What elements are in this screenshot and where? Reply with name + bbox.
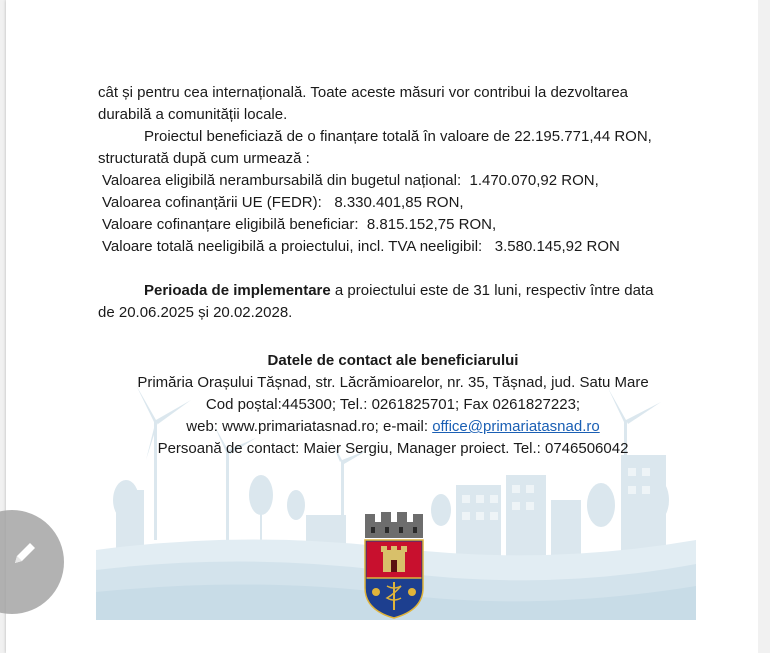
pencil-icon [10, 538, 40, 568]
paragraph-line: structurată după cum urmează : [98, 150, 310, 167]
contact-address: Primăria Orașului Tășnad, str. Lăcrămioarelor, nr. 35, Tășnad, jud. Satu Mare [137, 374, 649, 391]
email-link[interactable]: office@primariatasnad.ro [432, 418, 600, 435]
paragraph-line: cât și pentru cea internațională. Toate aceste măsuri vor contribui la dezvoltarea [98, 84, 629, 101]
contact-title: Datele de contact ale beneficiarului [267, 352, 519, 369]
financing-label: Valoare cofinanțare eligibilă beneficiar: [102, 216, 359, 233]
paragraph-line: durabilă a comunității locale. [98, 106, 288, 123]
contact-person: Persoană de contact: Maier Sergiu, Manager proiect. Tel.: 0746506042 [157, 440, 629, 457]
implementation-heading: Perioada de implementare [144, 282, 331, 299]
financing-value: 1.470.070,92 RON, [469, 172, 599, 189]
document-body [98, 82, 688, 460]
financing-value: 8.330.401,85 RON, [334, 194, 464, 211]
financing-item [98, 170, 688, 192]
implementation-text: a proiectului este de 31 luni, respectiv între data [330, 282, 654, 299]
financing-label: Valoarea cofinanțării UE (FEDR): [102, 194, 322, 211]
viewer-margin [758, 0, 770, 653]
contact-web [98, 416, 688, 438]
implementation-dates: de 20.06.2025 și 20.02.2028. [98, 304, 293, 321]
contact-phone: Cod poștal:445300; Tel.: 0261825701; Fax 0261827223; [205, 396, 581, 413]
financing-item [98, 192, 688, 214]
document-page [6, 0, 758, 653]
financing-label: Valoare totală neeligibilă a proiectului, incl. TVA neeligibil: [102, 238, 483, 255]
financing-value: 3.580.145,92 RON [494, 238, 620, 255]
financing-item [98, 236, 688, 258]
financing-item [98, 214, 688, 236]
coat-of-arms-icon [361, 510, 427, 620]
implementation-line [98, 280, 688, 302]
financing-value: 8.815.152,75 RON, [366, 216, 497, 233]
financing-label: Valoarea eligibilă nerambursabilă din bugetul național: [102, 172, 462, 189]
paragraph-line: Proiectul beneficiază de o finanțare totală în valoare de 22.195.771,44 RON, [144, 128, 652, 145]
contact-web-text: web: www.primariatasnad.ro; e-mail: [186, 418, 433, 435]
